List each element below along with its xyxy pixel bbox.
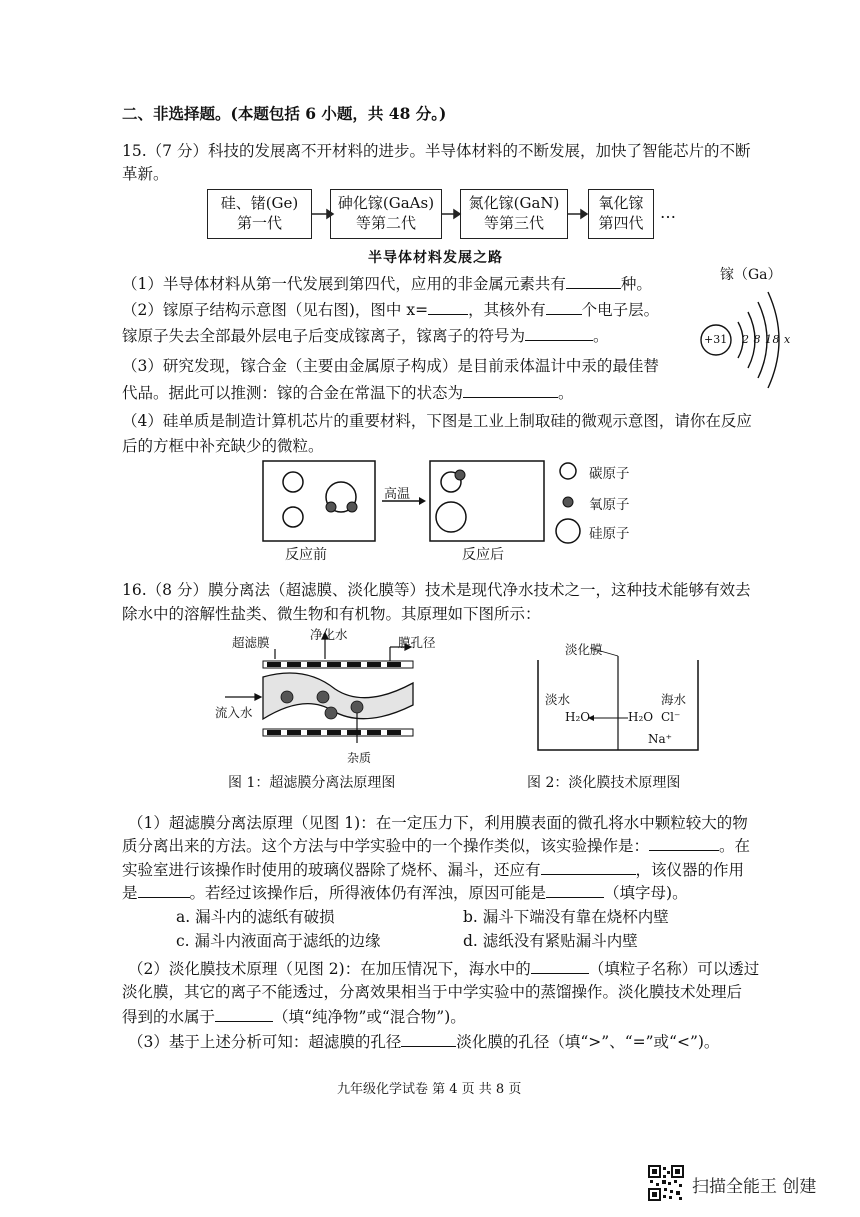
fig2-h2o-left: H₂O — [565, 710, 591, 724]
fig2-membrane-label: 淡化膜 — [565, 642, 603, 657]
before-label: 反应前 — [285, 547, 327, 563]
q15-intro-line1: 15.（7 分）科技的发展离不开材料的进步。半导体材料的不断发展，加快了智能芯片的不断 — [122, 142, 751, 160]
q16-part1-line1: （1）超滤膜分离法原理（见图 1)：在一定压力下，利用膜表面的微孔将水中颗粒较大的物 — [128, 814, 748, 832]
q15-part4-line1: （4）硅单质是制造计算机芯片的重要材料，下图是工业上制取硅的微观示意图，请你在反应 — [122, 412, 752, 430]
q15-part2: （2）镓原子结构示意图（见右图)，图中 x= ，其核外有 个电子层。 — [122, 298, 659, 321]
q16-part1-line4: 是 。若经过该操作后，所得液体仍有浑浊，原因可能是 （填字母)。 — [122, 881, 688, 904]
answer-blank-6[interactable] — [649, 834, 719, 851]
answer-blank-8[interactable] — [138, 881, 190, 898]
q16-part2-line3: 得到的水属于 （填“纯净物”或“混合物”)。 — [122, 1005, 466, 1028]
page-footer: 九年级化学试卷 第 4 页 共 8 页 — [337, 1082, 522, 1097]
fig2-fresh-label: 淡水 — [545, 692, 571, 707]
fig1-membrane-label: 超滤膜 — [232, 635, 270, 650]
fig2-cl-ion: Cl⁻ — [661, 710, 681, 724]
legend-oxygen-icon — [563, 497, 573, 507]
q16-part3: （3）基于上述分析可知：超滤膜的孔径 淡化膜的孔径（填“>”、“=”或“<”)。 — [128, 1030, 719, 1053]
answer-blank-2[interactable] — [428, 298, 468, 315]
flow-caption: 半导体材料发展之路 — [368, 250, 503, 266]
answer-blank-12[interactable] — [401, 1030, 456, 1047]
oxygen-atom — [347, 502, 357, 512]
q15-part3-line1: （3）研究发现，镓合金（主要由金属原子构成）是目前汞体温计中汞的最佳替 — [122, 357, 659, 375]
silicon-atom — [436, 502, 466, 532]
answer-blank-5[interactable] — [463, 381, 558, 398]
fig1-impurity: 杂质 — [347, 751, 372, 765]
reaction-condition: 高温 — [384, 487, 411, 502]
option-a: a. 漏斗内的滤纸有破损 — [176, 908, 335, 926]
q15-part3-line2: 代品。据此可以推测：镓的合金在常温下的状态为 。 — [122, 381, 574, 404]
flow-ellipsis: … — [660, 203, 676, 222]
fig2-sea-label: 海水 — [661, 692, 687, 707]
q16-part1-line2: 质分离出来的方法。这个方法与中学实验中的一个操作类似，该实验操作是： 。在 — [122, 834, 750, 857]
option-d: d. 滤纸没有紧贴漏斗内壁 — [463, 932, 638, 950]
answer-blank-1[interactable] — [566, 272, 621, 289]
option-c: c. 漏斗内液面高于滤纸的边缘 — [176, 932, 381, 950]
top-membrane — [263, 661, 413, 668]
legend-carbon-icon — [560, 463, 576, 479]
flow-box-4: 氧化镓 第四代 — [588, 189, 654, 239]
qr-code-icon — [648, 1165, 684, 1201]
fig2-h2o-right: H₂O — [628, 710, 654, 724]
answer-blank-9[interactable] — [546, 881, 604, 898]
flow-box-1: 硅、锗(Ge) 第一代 — [207, 189, 312, 239]
watermark-text: 扫描全能王 创建 — [692, 1177, 817, 1197]
flow-box-3: 氮化镓(GaN) 等第三代 — [460, 189, 568, 239]
q15-part2-line2: 镓原子失去全部最外层电子后变成镓离子，镓离子的符号为 。 — [122, 324, 609, 347]
carbon-atom — [283, 507, 303, 527]
q15-intro-line2: 革新。 — [122, 165, 169, 183]
reaction-before-box — [263, 461, 375, 541]
q16-intro-line2: 除水中的溶解性盐类、微生物和有机物。其原理如下图所示： — [122, 605, 541, 623]
fig1-pore-label: 膜孔径 — [398, 635, 436, 650]
answer-blank-11[interactable] — [215, 1005, 273, 1022]
legend-carbon: 碳原子 — [589, 466, 630, 482]
gallium-nucleus: +31 — [704, 333, 728, 346]
fig1-inflow: 流入水 — [215, 705, 253, 720]
fig2-caption: 图 2：淡化膜技术原理图 — [527, 775, 681, 791]
gallium-label: 镓（Ga） — [720, 267, 782, 283]
legend-silicon: 硅原子 — [589, 526, 630, 542]
legend-silicon-icon — [556, 519, 580, 543]
fig2-na-ion: Na⁺ — [648, 732, 672, 746]
legend-oxygen: 氧原子 — [589, 497, 630, 513]
flow-box-2: 砷化镓(GaAs) 等第二代 — [330, 189, 442, 239]
answer-blank-4[interactable] — [525, 324, 593, 341]
q15-part1: （1）半导体材料从第一代发展到第四代，应用的非金属元素共有 种。 — [122, 272, 652, 295]
gallium-shells: 2 8 18 x — [742, 333, 791, 346]
bottom-membrane — [263, 729, 413, 736]
q16-part2-line1: （2）淡化膜技术原理（见图 2)：在加压情况下，海水中的 （填粒子名称）可以透过 — [128, 957, 759, 980]
oxygen-atom — [326, 502, 336, 512]
q15-part4-line2: 后的方框中补充缺少的微粒。 — [122, 437, 324, 455]
section-heading: 二、非选择题。(本题包括 6 小题，共 48 分。) — [122, 104, 447, 123]
option-b: b. 漏斗下端没有靠在烧杯内壁 — [463, 908, 669, 926]
q16-part1-line3: 实验室进行该操作时使用的玻璃仪器除了烧杯、漏斗，还应有 ，该仪器的作用 — [122, 858, 744, 881]
answer-blank-7[interactable] — [541, 858, 636, 875]
oxygen-atom — [455, 470, 465, 480]
carbon-atom — [283, 472, 303, 492]
fig1-clean-water: 净化水 — [310, 627, 348, 642]
fig1-caption: 图 1：超滤膜分离法原理图 — [228, 775, 396, 791]
q16-intro-line1: 16.（8 分）膜分离法（超滤膜、淡化膜等）技术是现代净水技术之一，这种技术能够有效去 — [122, 581, 751, 599]
flow-arrows — [300, 200, 680, 230]
answer-blank-10[interactable] — [531, 957, 589, 974]
q16-part2-line2: 淡化膜，其它的离子不能透过，分离效果相当于中学实验中的蒸馏操作。淡化膜技术处理后 — [122, 983, 743, 1001]
answer-blank-3[interactable] — [546, 298, 582, 315]
after-label: 反应后 — [462, 547, 504, 563]
